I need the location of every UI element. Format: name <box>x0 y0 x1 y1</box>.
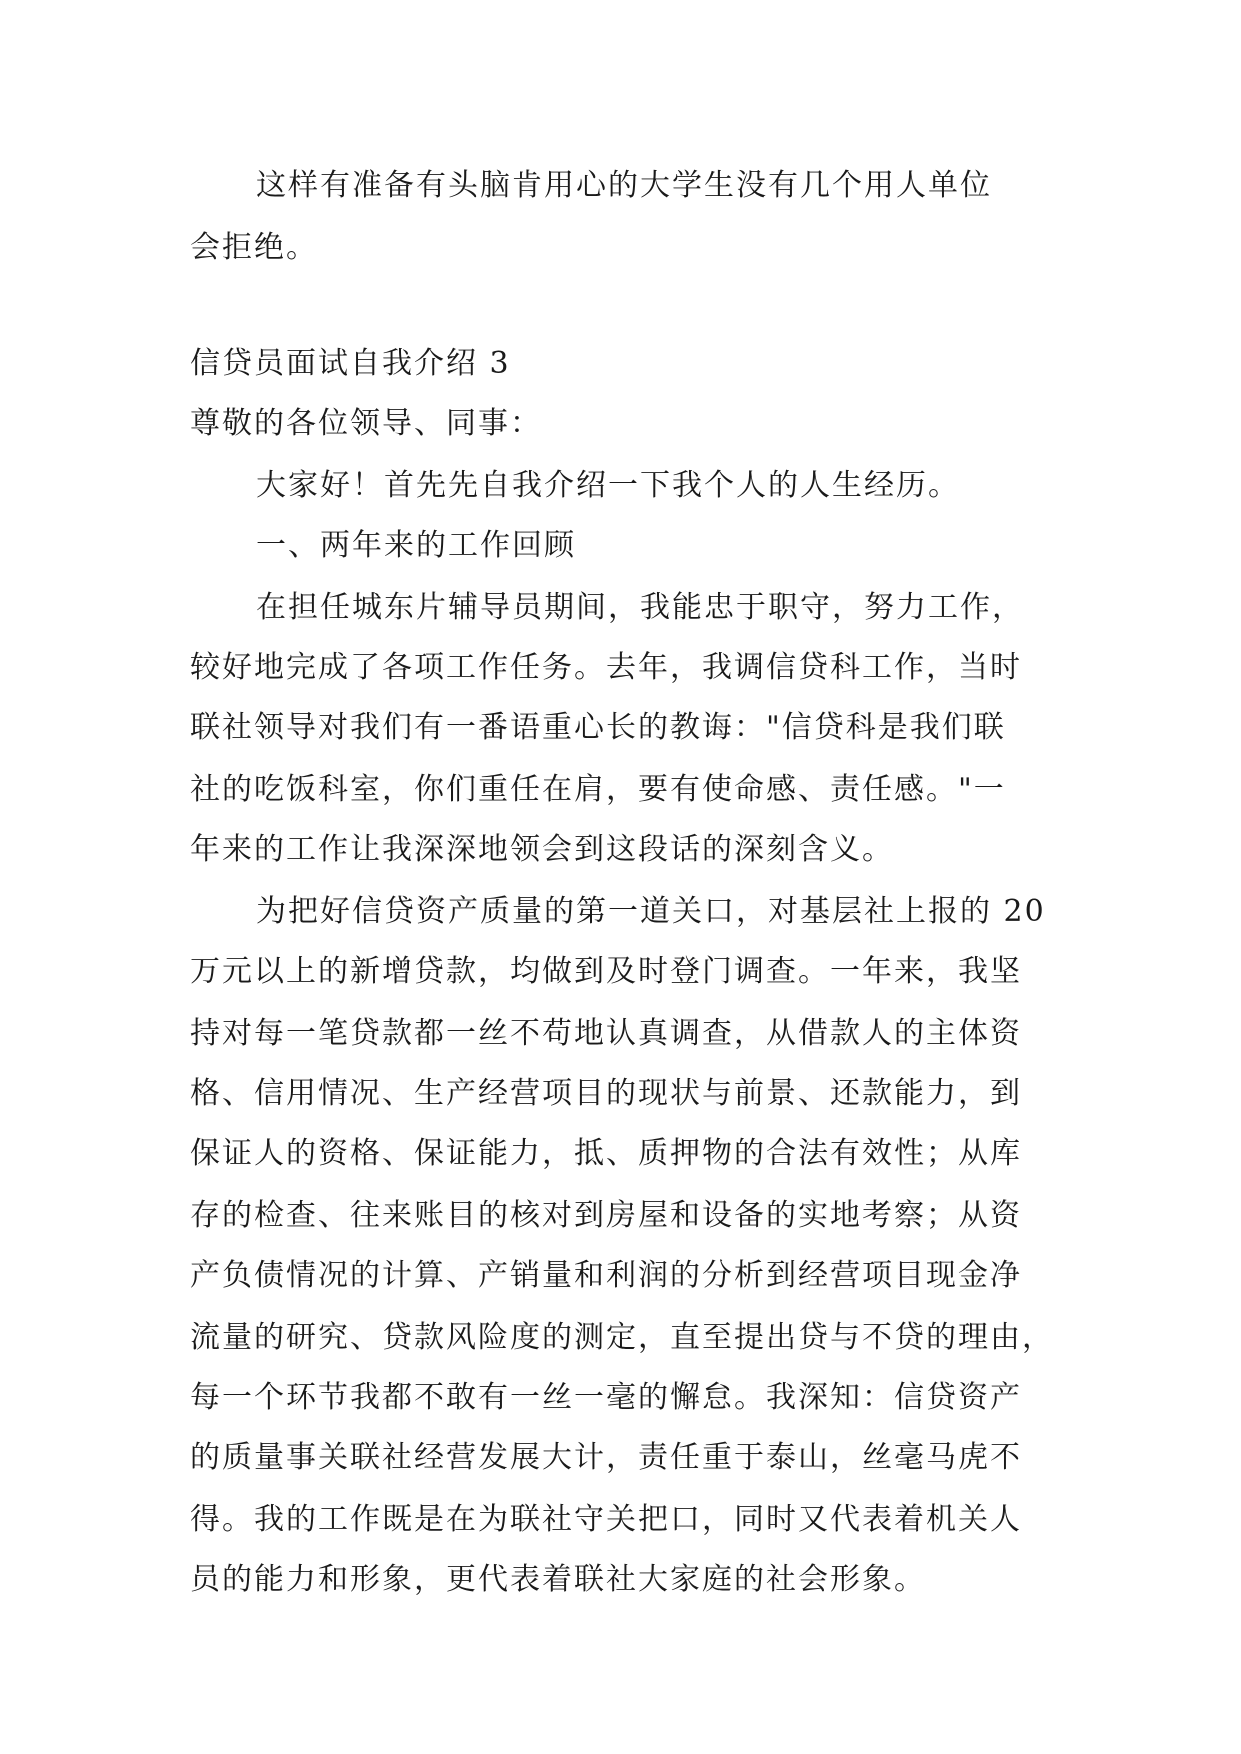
paragraph-line: 的质量事关联社经营发展大计，责任重于泰山，丝毫马虎不 <box>190 1440 1022 1475</box>
paragraph-line: 存的检查、往来账目的核对到房屋和设备的实地考察；从资 <box>190 1198 1022 1233</box>
paragraph-line: 联社领导对我们有一番语重心长的教诲："信贷科是我们联 <box>190 710 1006 745</box>
paragraph-line: 在担任城东片辅导员期间，我能忠于职守，努力工作， <box>256 590 1024 625</box>
paragraph-line: 社的吃饭科室，你们重任在肩，要有使命感、责任感。"一 <box>190 772 1006 807</box>
salutation: 尊敬的各位领导、同事： <box>190 406 542 441</box>
paragraph-line: 格、信用情况、生产经营项目的现状与前景、还款能力，到 <box>190 1076 1022 1111</box>
paragraph-line: 为把好信贷资产质量的第一道关口，对基层社上报的 20 <box>256 894 1046 929</box>
paragraph-line: 产负债情况的计算、产销量和利润的分析到经营项目现金净 <box>190 1258 1022 1293</box>
paragraph-line: 会拒绝。 <box>190 230 318 265</box>
paragraph-line: 这样有准备有头脑肯用心的大学生没有几个用人单位 <box>256 168 992 203</box>
paragraph-line: 较好地完成了各项工作任务。去年，我调信贷科工作，当时 <box>190 650 1022 685</box>
subheading: 一、两年来的工作回顾 <box>256 528 576 563</box>
paragraph-line: 每一个环节我都不敢有一丝一毫的懈怠。我深知：信贷资产 <box>190 1380 1022 1415</box>
paragraph-line: 员的能力和形象，更代表着联社大家庭的社会形象。 <box>190 1562 926 1597</box>
paragraph-line: 万元以上的新增贷款，均做到及时登门调查。一年来，我坚 <box>190 954 1022 989</box>
section-heading: 信贷员面试自我介绍 3 <box>190 346 511 381</box>
paragraph-line: 流量的研究、贷款风险度的测定，直至提出贷与不贷的理由， <box>190 1320 1054 1355</box>
paragraph-line: 保证人的资格、保证能力，抵、质押物的合法有效性；从库 <box>190 1136 1022 1171</box>
paragraph-line: 得。我的工作既是在为联社守关把口，同时又代表着机关人 <box>190 1502 1022 1537</box>
paragraph-line: 年来的工作让我深深地领会到这段话的深刻含义。 <box>190 832 894 867</box>
paragraph-line: 持对每一笔贷款都一丝不苟地认真调查，从借款人的主体资 <box>190 1016 1022 1051</box>
paragraph-line: 大家好！首先先自我介绍一下我个人的人生经历。 <box>256 468 960 503</box>
